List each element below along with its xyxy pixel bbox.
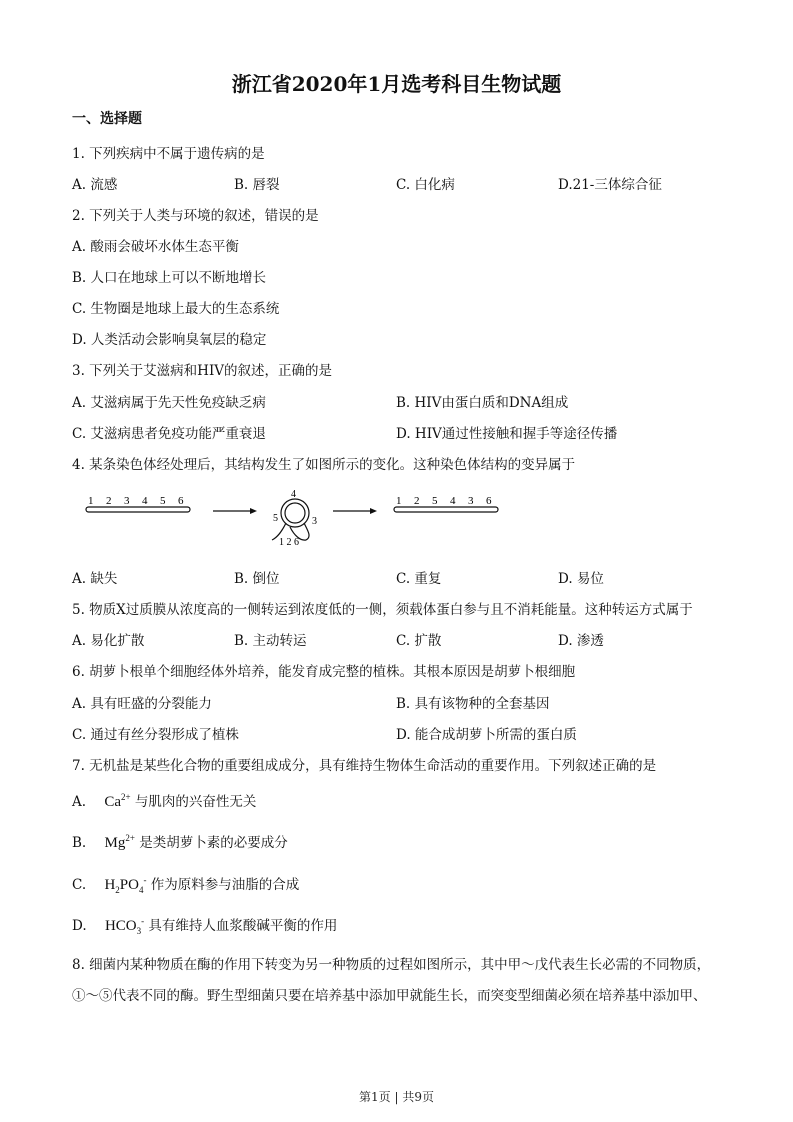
gene-label: 1 bbox=[88, 495, 94, 507]
option-label: D. bbox=[72, 918, 87, 934]
arrow-icon bbox=[213, 508, 257, 514]
question-1-stem: 1. 下列疾病中不属于遗传病的是 bbox=[72, 146, 265, 162]
question-4-option-c: C. 重复 bbox=[396, 571, 442, 587]
question-3-option-d: D. HIV通过性接触和握手等途径传播 bbox=[396, 426, 618, 442]
question-3-option-c: C. 艾滋病患者免疫功能严重衰退 bbox=[72, 426, 266, 442]
option-text: 是类胡萝卜素的必要成分 bbox=[139, 835, 288, 851]
question-1-option-d: D.21-三体综合征 bbox=[558, 177, 662, 193]
gene-label: 4 bbox=[450, 495, 456, 507]
dihydrogen-phosphate-ion: $H_2PO_4^-$ bbox=[104, 875, 147, 895]
question-6-option-d: D. 能合成胡萝卜所需的蛋白质 bbox=[396, 727, 577, 743]
gene-label: 1 bbox=[396, 495, 402, 507]
question-2-option-a: A. 酸雨会破坏水体生态平衡 bbox=[72, 239, 239, 255]
loop-label-left: 5 bbox=[273, 513, 278, 524]
gene-label: 2 bbox=[106, 495, 112, 507]
question-3-option-a: A. 艾滋病属于先天性免疫缺乏病 bbox=[72, 395, 266, 411]
question-6-option-c: C. 通过有丝分裂形成了植株 bbox=[72, 727, 239, 743]
question-3-option-b: B. HIV由蛋白质和DNA组成 bbox=[396, 395, 569, 411]
gene-label: 6 bbox=[178, 495, 184, 507]
option-label: C. bbox=[72, 877, 87, 893]
loop-label-right: 3 bbox=[312, 516, 317, 527]
question-7-option-a bbox=[72, 790, 256, 811]
question-6-option-b: B. 具有该物种的全套基因 bbox=[396, 696, 550, 712]
question-8-line-1: 8. 细菌内某种物质在酶的作用下转变为另一种物质的过程如图所示，其中甲～戊代表生长必需的不同物质， bbox=[72, 957, 711, 973]
option-text: 具有维持人血浆酸碱平衡的作用 bbox=[148, 918, 338, 934]
option-label: B. bbox=[72, 835, 87, 851]
arrow-icon bbox=[333, 508, 377, 514]
page-footer: 第1页 | 共9页 bbox=[359, 1090, 434, 1104]
question-7-option-c bbox=[72, 873, 299, 895]
question-4-stem: 4. 某条染色体经处理后，其结构发生了如图所示的变化。这种染色体结构的变异属于 bbox=[72, 457, 576, 473]
question-7-option-d bbox=[72, 914, 337, 936]
question-5-option-c: C. 扩散 bbox=[396, 633, 442, 649]
question-4-option-b: B. 倒位 bbox=[234, 571, 280, 587]
chromosome-after bbox=[394, 495, 498, 512]
question-2-option-b: B. 人口在地球上可以不断地增长 bbox=[72, 270, 267, 286]
question-3-stem: 3. 下列关于艾滋病和HIV的叙述，正确的是 bbox=[72, 363, 333, 379]
loop-label-top: 4 bbox=[291, 489, 296, 500]
chromosome-before bbox=[86, 495, 190, 512]
question-6-option-a: A. 具有旺盛的分裂能力 bbox=[72, 696, 212, 712]
loop-label-bottom: 1 2 6 bbox=[279, 537, 299, 548]
question-5-stem: 5. 物质X过质膜从浓度高的一侧转运到浓度低的一侧，须载体蛋白参与且不消耗能量。这种转运方式属于 bbox=[72, 602, 693, 618]
question-5-option-b: B. 主动转运 bbox=[234, 633, 307, 649]
page-title: 浙江省2020年1月选考科目生物试题 bbox=[231, 72, 562, 96]
question-1-option-b: B. 唇裂 bbox=[234, 177, 280, 193]
chromosome-loop bbox=[272, 489, 317, 548]
question-5-option-d: D. 渗透 bbox=[558, 633, 604, 649]
calcium-ion: $Ca^{2+}$ bbox=[104, 792, 131, 810]
question-2-option-c: C. 生物圈是地球上最大的生态系统 bbox=[72, 301, 280, 317]
question-1-option-c: C. 白化病 bbox=[396, 177, 455, 193]
question-7-option-b bbox=[72, 831, 288, 852]
gene-label: 3 bbox=[468, 495, 474, 507]
bicarbonate-ion: $HCO_3^-$ bbox=[104, 916, 145, 936]
chromosome-diagram bbox=[72, 485, 552, 550]
option-text: 与肌肉的兴奋性无关 bbox=[134, 794, 257, 810]
gene-label: 2 bbox=[414, 495, 420, 507]
gene-label: 3 bbox=[124, 495, 130, 507]
question-6-stem: 6. 胡萝卜根单个细胞经体外培养，能发育成完整的植株。其根本原因是胡萝卜根细胞 bbox=[72, 664, 576, 680]
option-label: A. bbox=[72, 794, 87, 810]
option-text: 作为原料参与油脂的合成 bbox=[150, 877, 300, 893]
question-4-option-a: A. 缺失 bbox=[72, 571, 118, 587]
question-8-line-2: ①～⑤代表不同的酶。野生型细菌只要在培养基中添加甲就能生长，而突变型细菌必须在培养基中添加甲、 bbox=[72, 988, 707, 1004]
question-2-option-d: D. 人类活动会影响臭氧层的稳定 bbox=[72, 332, 267, 348]
gene-label: 5 bbox=[160, 495, 166, 507]
section-heading: 一、选择题 bbox=[72, 111, 142, 127]
gene-label: 5 bbox=[432, 495, 438, 507]
question-1-option-a: A. 流感 bbox=[72, 177, 118, 193]
gene-label: 4 bbox=[142, 495, 148, 507]
gene-label: 6 bbox=[486, 495, 492, 507]
question-5-option-a: A. 易化扩散 bbox=[72, 633, 145, 649]
question-4-option-d: D. 易位 bbox=[558, 571, 604, 587]
magnesium-ion: $Mg^{2+}$ bbox=[104, 833, 135, 851]
question-2-stem: 2. 下列关于人类与环境的叙述，错误的是 bbox=[72, 208, 319, 224]
question-7-stem: 7. 无机盐是某些化合物的重要组成成分，具有维持生物体生命活动的重要作用。下列叙述正确的是 bbox=[72, 758, 657, 774]
